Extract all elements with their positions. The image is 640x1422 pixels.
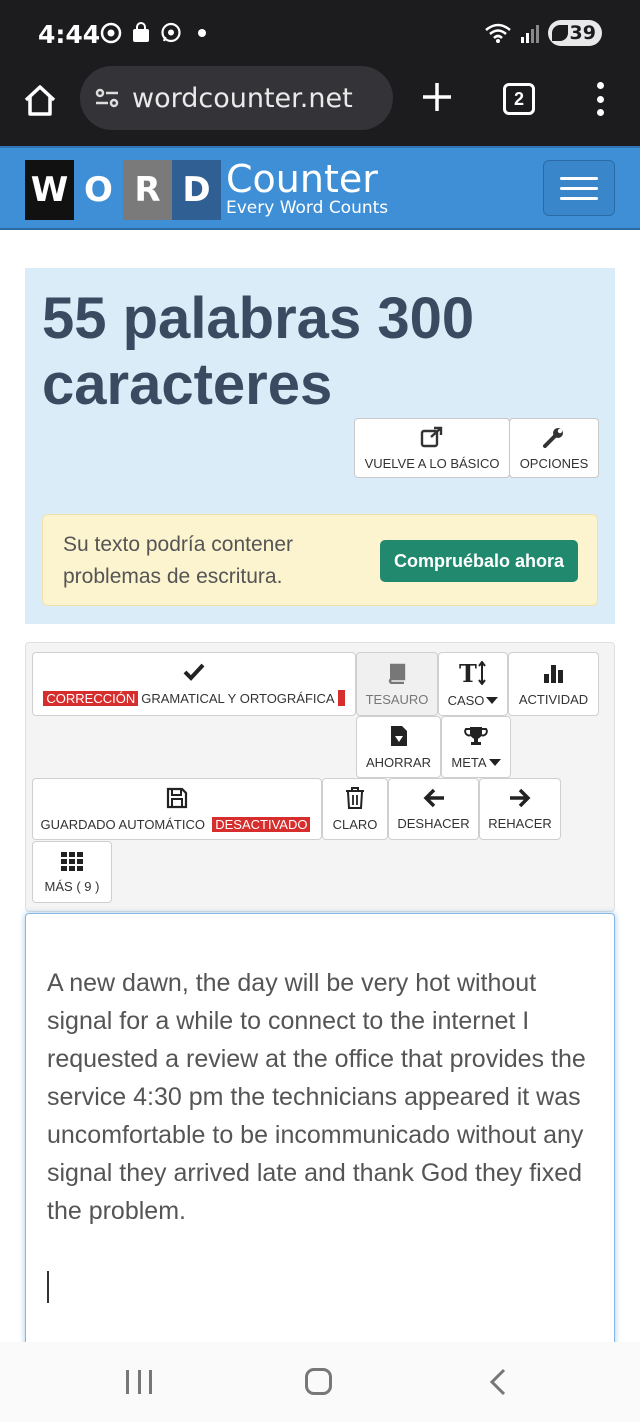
tab-switcher-button[interactable]: 2 xyxy=(503,83,535,115)
logo-tile-o: O xyxy=(74,160,123,220)
logo-tagline: Every Word Counts xyxy=(226,198,389,218)
autosave-status-badge: DESACTIVADO xyxy=(212,817,310,832)
word-character-count: 55 palabras 300 caracteres xyxy=(42,286,475,417)
battery-indicator xyxy=(548,20,602,46)
svg-text:T: T xyxy=(459,660,477,685)
status-bar xyxy=(0,0,640,66)
activity-label: ACTIVIDAD xyxy=(518,691,589,707)
hamburger-menu-button[interactable] xyxy=(543,160,615,216)
status-time: 4:44 xyxy=(38,20,101,49)
battery-saver-icon xyxy=(552,25,568,41)
arrow-right-icon xyxy=(508,788,532,808)
external-link-icon xyxy=(420,426,444,448)
floppy-disk-icon xyxy=(166,787,188,809)
case-dropdown-icon xyxy=(486,697,498,704)
checkmark-icon xyxy=(182,662,206,682)
trophy-icon xyxy=(464,725,488,747)
shopping-bag-icon xyxy=(130,22,152,44)
more-button[interactable] xyxy=(32,841,112,903)
system-icons xyxy=(484,20,602,46)
editor-toolbar xyxy=(25,642,615,912)
grammar-text: GRAMATICAL Y ORTOGRÁFICA xyxy=(141,690,335,706)
undo-button[interactable] xyxy=(388,778,479,840)
arrow-left-icon xyxy=(422,788,446,808)
thesaurus-button[interactable] xyxy=(356,652,438,716)
options-label: OPCIONES xyxy=(519,455,589,471)
back-to-basic-label: VUELVE A LO BÁSICO xyxy=(364,455,500,471)
autosave-text: GUARDADO AUTOMÁTICO xyxy=(40,816,205,832)
more-label: MÁS ( 9 ) xyxy=(44,878,100,894)
notification-icons xyxy=(100,22,206,44)
clear-button[interactable] xyxy=(322,778,388,840)
back-to-basic-button[interactable] xyxy=(354,418,510,478)
text-editor[interactable] xyxy=(25,913,615,1353)
url-text[interactable]: wordcounter.net xyxy=(132,82,353,114)
browser-toolbar xyxy=(0,66,640,146)
trash-icon xyxy=(345,787,365,809)
whatsapp-icon xyxy=(160,22,182,44)
browser-menu-icon[interactable] xyxy=(590,82,610,116)
wifi-icon xyxy=(484,22,512,44)
thesaurus-label: TESAURO xyxy=(365,691,429,707)
save-file-icon xyxy=(389,725,409,747)
case-button[interactable] xyxy=(438,652,508,716)
logo-tile-r: R xyxy=(123,160,172,220)
home-icon[interactable] xyxy=(20,80,60,120)
redo-label: REHACER xyxy=(488,815,552,831)
redo-button[interactable] xyxy=(479,778,561,840)
clear-label: CLARO xyxy=(332,816,378,832)
activity-button[interactable] xyxy=(508,652,599,716)
grammar-tag-end xyxy=(338,690,345,706)
undo-label: DESHACER xyxy=(397,815,470,831)
grid-icon xyxy=(60,851,84,871)
back-icon[interactable] xyxy=(486,1368,512,1396)
goal-dropdown-icon xyxy=(489,759,501,766)
stats-panel xyxy=(25,268,615,624)
recent-apps-icon[interactable] xyxy=(126,1370,152,1394)
autosave-label xyxy=(41,817,314,832)
goal-button[interactable] xyxy=(441,716,511,778)
bar-chart-icon xyxy=(542,662,566,684)
logo-text[interactable] xyxy=(226,157,389,218)
notice-text: Su texto podría contener problemas de escritura. xyxy=(63,533,293,588)
writing-issues-notice xyxy=(42,514,598,606)
site-settings-icon[interactable] xyxy=(94,85,120,111)
check-now-button[interactable]: Compruébalo ahora xyxy=(380,540,578,582)
save-button[interactable] xyxy=(356,716,441,778)
logo-tile-d: D xyxy=(172,160,221,220)
more-notifications-dot xyxy=(198,29,206,37)
options-button[interactable] xyxy=(509,418,599,478)
grammar-tag: CORRECCIÓN xyxy=(43,691,138,706)
site-logo[interactable] xyxy=(25,160,221,220)
grammar-check-label xyxy=(43,690,344,706)
logo-tile-w: W xyxy=(25,160,74,220)
goal-text: META xyxy=(451,754,487,770)
case-text: CASO xyxy=(447,692,485,708)
signal-icon xyxy=(520,22,540,44)
editor-text[interactable]: A new dawn, the day will be very hot without signal for a while to connect to the internet I requested a review at the office that provides the service 4:30 pm the technicians appeared it was uncomfortable to be incommunicado without any signal they arrived late and thank God they fixed the problem. xyxy=(47,969,586,1225)
save-label: AHORRAR xyxy=(365,754,431,770)
navigation-bar xyxy=(0,1342,640,1422)
goal-label xyxy=(451,755,500,770)
grammar-check-button[interactable] xyxy=(32,652,356,716)
wrench-icon xyxy=(542,426,566,448)
new-tab-icon[interactable] xyxy=(420,80,454,114)
battery-level: 39 xyxy=(569,22,596,44)
home-nav-icon[interactable] xyxy=(305,1368,332,1395)
address-bar[interactable] xyxy=(80,66,393,130)
site-header xyxy=(0,146,640,230)
text-height-icon xyxy=(459,661,487,685)
text-cursor xyxy=(47,1271,49,1303)
book-icon xyxy=(386,662,408,684)
logo-word: Counter xyxy=(226,157,378,201)
autosave-button[interactable] xyxy=(32,778,322,840)
chrome-icon xyxy=(100,22,122,44)
case-label xyxy=(448,693,499,708)
